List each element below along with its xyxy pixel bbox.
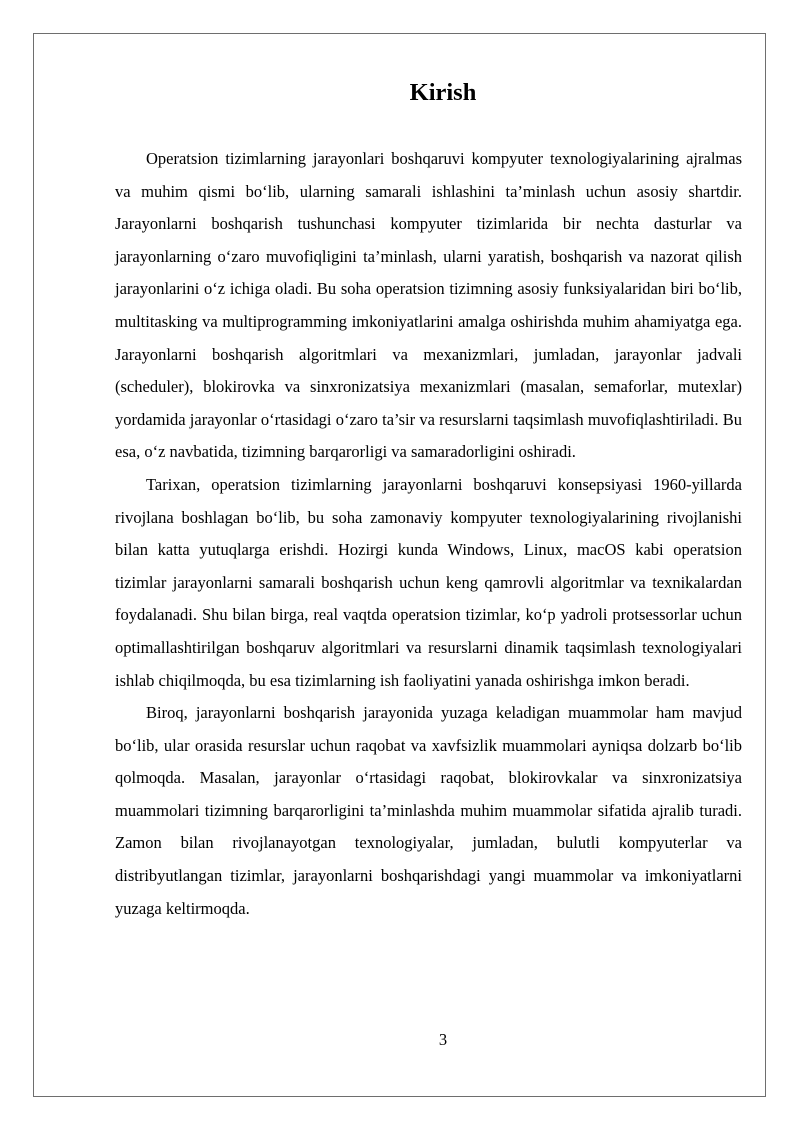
paragraph-2: Tarixan, operatsion tizimlarning jarayonlarni boshqaruvi konsepsiyasi 1960-yillarda rivojlana boshlagan bo‘lib, bu soha zamonaviy kompyuter texnologiyalarining rivojlanishi bilan katta yutuqlarga erishdi. Hozirgi kunda Windows, Linux, macOS kabi operatsion tizimlar jarayonlarni samarali boshqarish uchun keng qamrovli algoritmlar va texnikalardan foydalanadi. Shu bilan birga, real vaqtda operatsion tizimlar, ko‘p yadroli protsessorlar uchun optimallashtirilgan boshqaruv algoritmlari va resurslarni dinamik taqsimlash texnologiyalari ishlab chiqilmoqda, bu esa tizimlarning ish faoliyatini yanada oshirishga imkon beradi. xyxy=(115,474,742,690)
paragraph-3: Biroq, jarayonlarni boshqarish jarayonida yuzaga keladigan muammolar ham mavjud bo‘lib, ular orasida resurslar uchun raqobat va xavfsizlik muammolari ayniqsa dolzarb bo‘lib qolmoqda. Masalan, jarayonlar o‘rtasidagi raqobat, blokirovkalar va sinxronizatsiya muammolari tizimning barqarorligini ta’minlashda muhim muammolar sifatida ajralib turadi. Zamon bilan rivojlanayotgan texnologiyalar, jumladan, bulutli kompyuterlar va distribyutlangan tizimlar, jarayonlarni boshqarishdagi yangi muammolar va imkoniyatlarni yuzaga keltirmoqda. xyxy=(115,703,742,918)
paragraph-1: Operatsion tizimlarning jarayonlari boshqaruvi kompyuter texnologiyalarining ajralmas va muhim qismi bo‘lib, ularning samarali ishlashini ta’minlash uchun asosiy shartdir. Jarayonlarni boshqarish tushunchasi kompyuter tizimlarida bir nechta dasturlar va jarayonlarning o‘zaro muvofiqligini ta’minlash, ularni yaratish, boshqarish va nazorat qilish jarayonlarini o‘z ichiga oladi. Bu soha operatsion tizimning asosiy funksiyalaridan biri bo‘lib, multitasking va multiprogramming imkoniyatlarini amalga oshirishda muhim ahamiyatga ega. Jarayonlarni boshqarish algoritmlari va mexanizmlari, jumladan, jarayonlar jadvali (scheduler), blokirovka va sinxronizatsiya mexanizmlari (masalan, semaforlar, mutexlar) yordamida jarayonlar o‘rtasidagi o‘zaro ta’sir va resurslarni taqsimlash muvofiqlashtiriladi. Bu esa, o‘z navbatida, tizimning barqarorligi va samaradorligini oshiradi. xyxy=(115,149,742,462)
page-title: Kirish xyxy=(409,79,477,106)
page-number: 3 xyxy=(438,1030,448,1049)
document-body xyxy=(115,143,742,925)
